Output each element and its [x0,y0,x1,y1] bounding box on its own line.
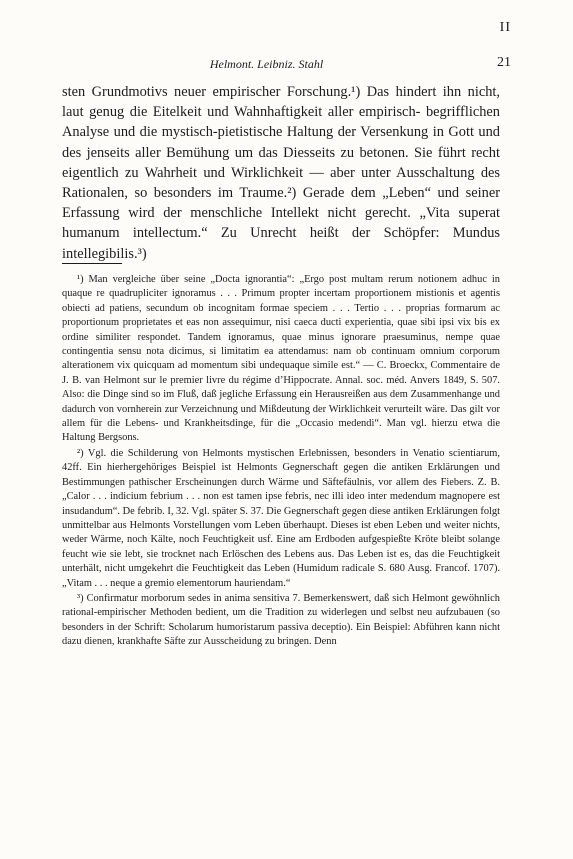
running-head [62,55,511,73]
footnote-divider [62,263,122,264]
body-paragraph: sten Grundmotivs neuer empirischer Forschung.¹) Das hindert ihn nicht, laut genug die Eitelkeit und Wahnhaftigkeit aller empirisch- begrifflichen Analyse und die mystisch-pietistische Haltung der Versenkung in Gott und des jenseits aller Bemühung um das Diesseits zu betonen. Sie führt recht eigentlich zu Wahrheit und Wirklichkeit — aber unter Ausschaltung des Rationalen, so besonders im Traume.²) Gerade dem „Leben“ und seiner Erfassung wird der menschliche Intellekt nicht gerecht. „Vita superat humanum intellectum.“ Zu Unrecht heißt der Schöpfer: Mundus intellegibilis.³) [62,84,500,262]
footnote-1: ¹) Man vergleiche über seine „Docta ignorantia“: „Ergo post multam rerum notionem adhuc in quaque re quadrupliciter ignoramus . . . Primum propter incertam proportionem mistionis et agentis obiecti ad patiens, secundum ob incognitam formae speciem . . . Tertio . . . proprias formarum ac proportionum proprietates et eas non assequimur, nisi caeca ducti experientia, quae sibi ipsi vix bis ex ordine similiter respondet. Tandem ignoramus, quae minus ignorare praesuminus, nempe quae contingentia sensu nota dicimus, si limitatim ea attendamus: nam ob continuam omnium corporum alterationem vix quicquam ad momentum sibi undequaque simile est.“ — C. Broeckx, Commentaire de J. B. van Helmont sur le premier livre du régime d’Hippocrate. Annal. soc. méd. Anvers 1849, S. 507. Also: die Dinge sind so im Fluß, daß jegliche Erfassung ein Herausreißen aus dem Zusammenhange und dadurch von vornherein zur Verzeichnung und Mißdeutung der Wirklichkeit verurteilt wäre. Das gilt vor allem für die Lebens- und Krankheitsdinge, für die „Occasio medendi“. Man vgl. hierzu etwa die Haltung Bergsons. [62,274,500,444]
footnotes [62,273,500,650]
footnote-2: ²) Vgl. die Schilderung von Helmonts mystischen Erlebnissen, besonders in Venatio scientiarum, 42ff. Ein hierhergehöriges Beispiel ist Helmonts Gegnerschaft gegen die antiken Erklärungen und Bestimmungen pathischer Erscheinungen durch Wärme und Säftefäulnis, vor allem des Fiebers. Z. B. „Calor . . . indicium febrium . . . non est tamen ipse febris, nec illi ideo inter medendum magnopere est insudandum“. De febrib. I, 32. Vgl. später S. 37. Die Gegnerschaft gegen diese antiken Erklärungen folgt unmittelbar aus Helmonts Vorstellungen vom Leben überhaupt. Dieses ist eben Leben und weiter nichts, weder Wärme, noch Kälte, noch Feuchtigkeit usf. Eine am Erdboden aufgespießte Kröte bleibt solange feucht wie sie lebt, sie trocknet nach Erlöschen des Lebens aus. Das Leben ist es, das die Feuchtigkeit unterhält, nicht umgekehrt die Feuchtigkeit das Leben (Humidum radicale S. 680 Ausg. Francof. 1707). „Vitam . . . neque a gremio elementorum hauriendam.“ [62,447,500,589]
running-title: Helmont. Leibniz. Stahl [209,57,324,71]
page-number: 21 [497,55,511,70]
sheet-signature: II [499,20,511,35]
main-text [62,82,500,264]
footnote-3: ³) Confirmatur morborum sedes in anima sensitiva 7. Bemerkenswert, daß sich Helmont gewöhnlich rational-empirischer Methoden bedient, um die Tradition zu widerlegen und selbst neu aufzubauen (so besonders in der Schrift: Scholarum humoristarum passiva deceptio). Ein Beispiel: Abführen kann nicht dazu dienen, krankhafte Säfte zur Ausscheidung zu bringen. Denn [62,592,500,648]
